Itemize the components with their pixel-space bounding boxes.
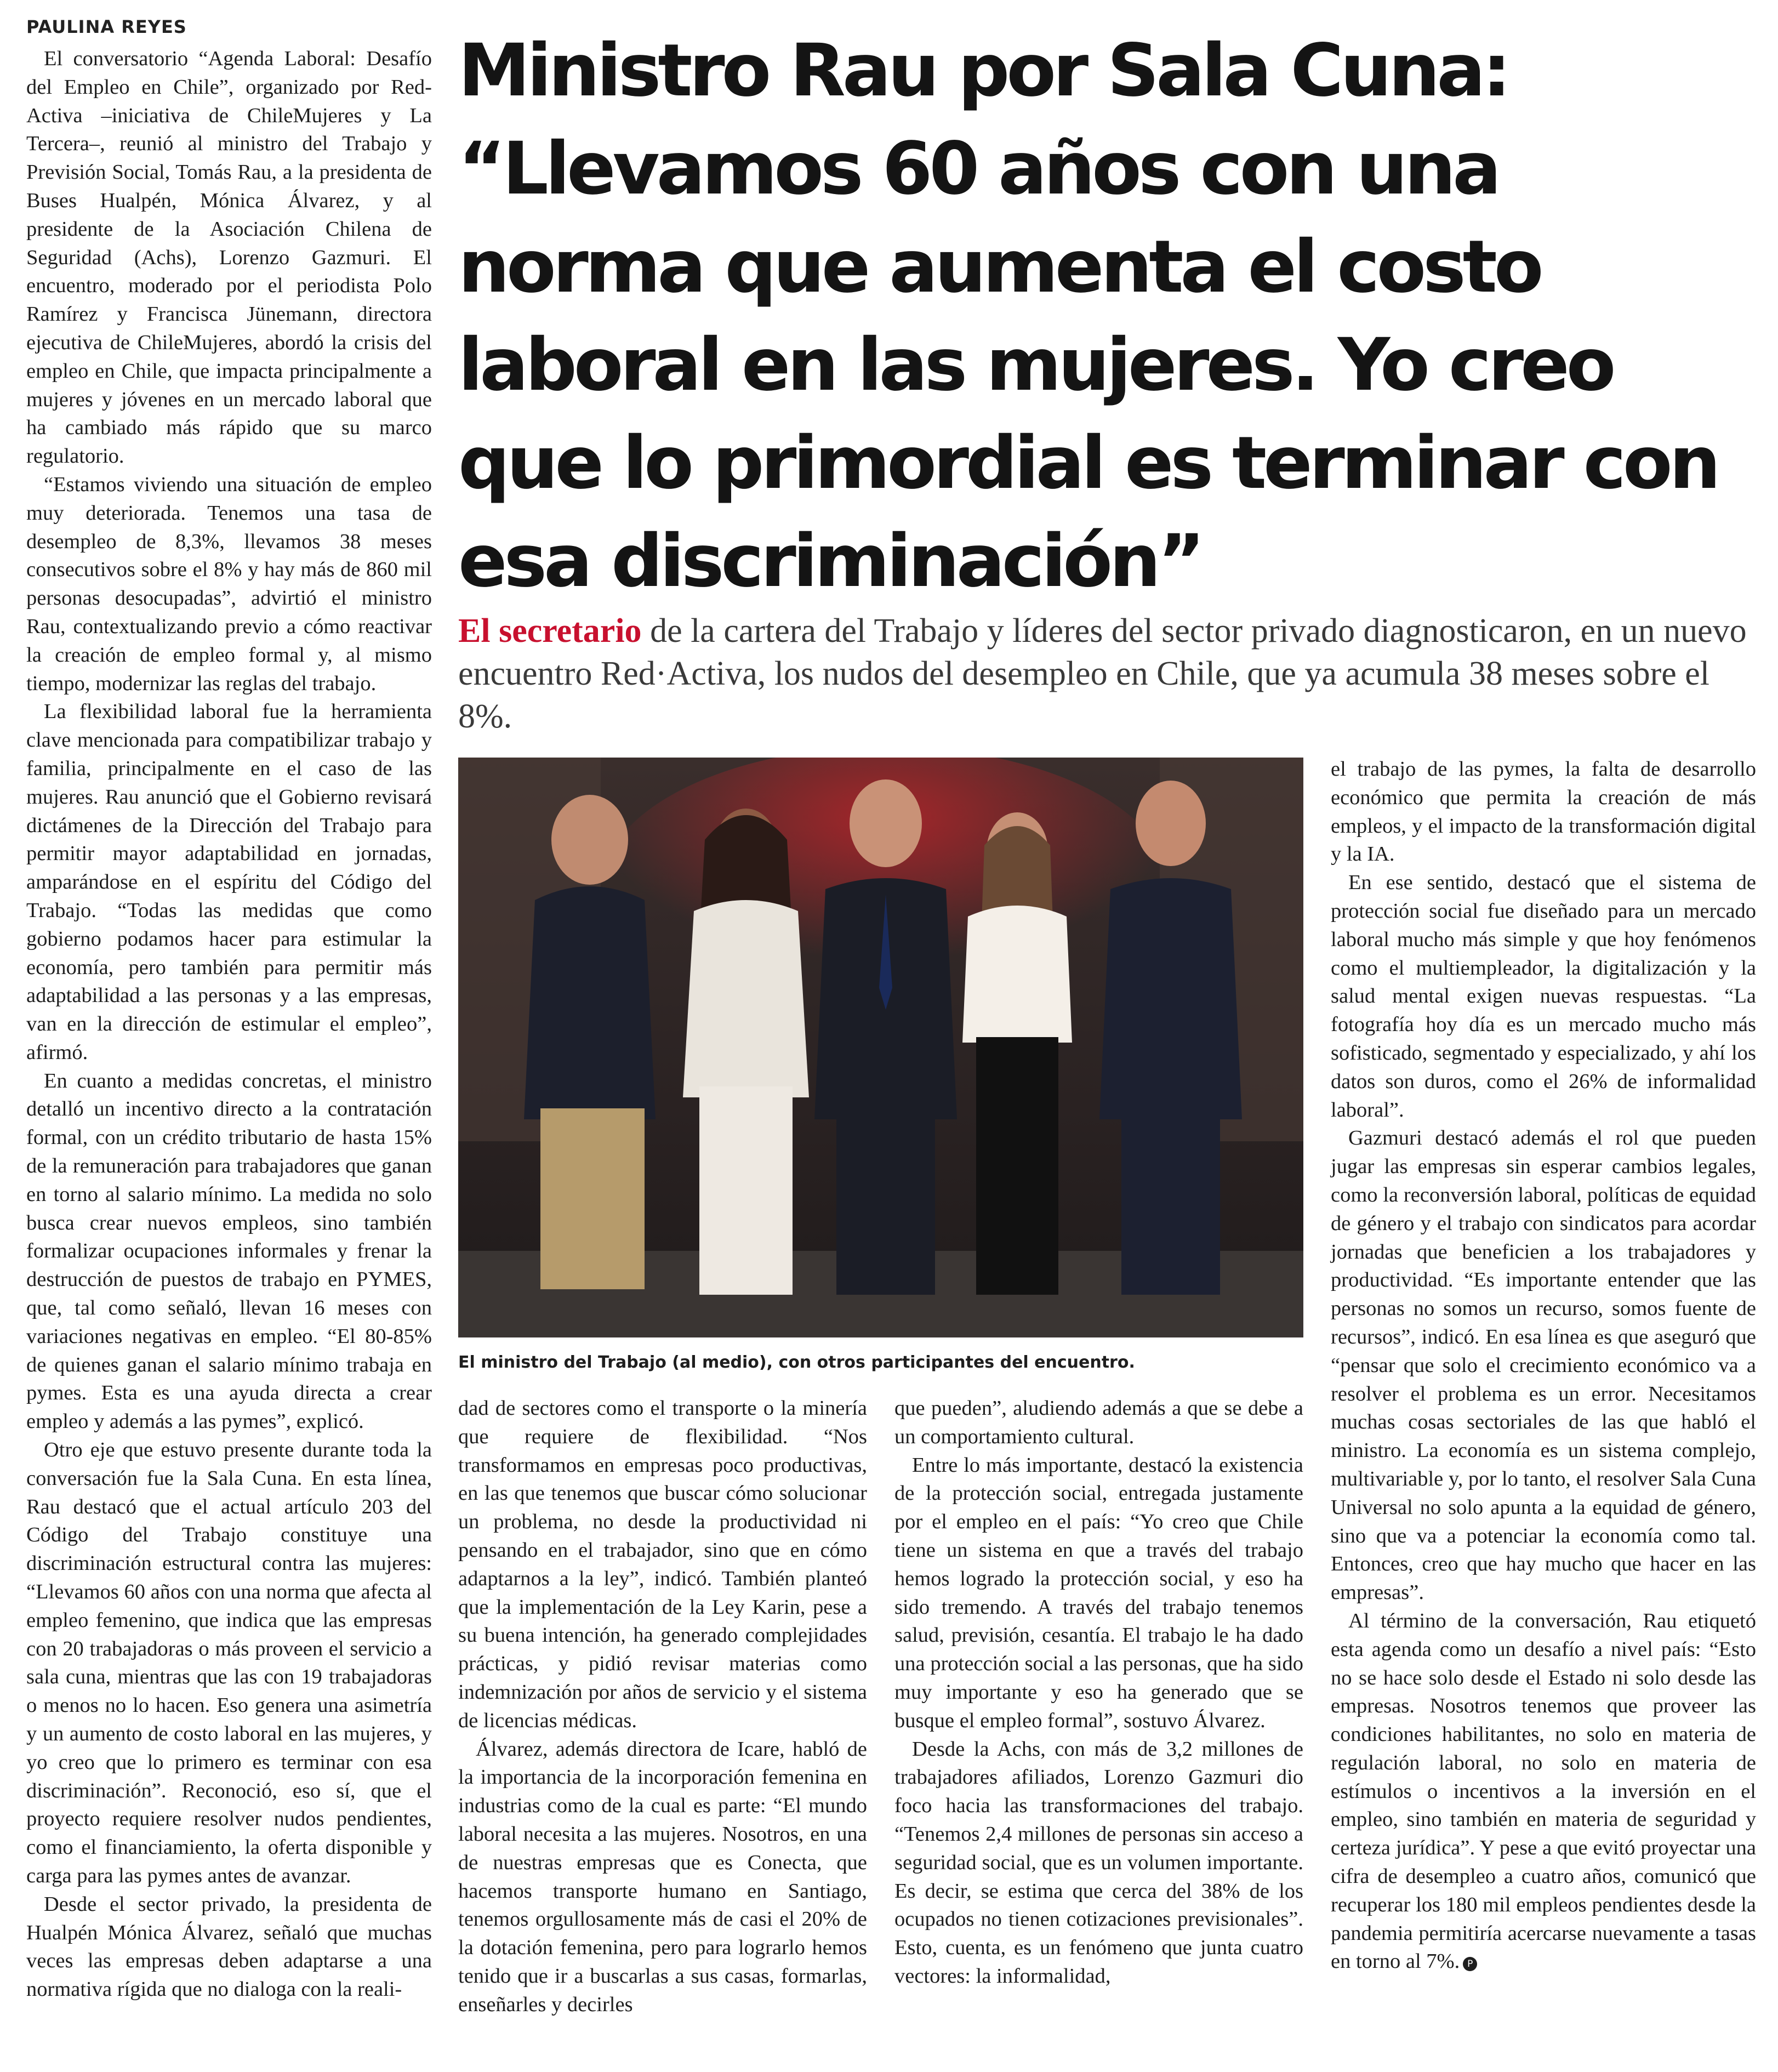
article-column-1	[26, 45, 432, 2004]
paragraph-text: Al término de la conversación, Rau etiquetó esta agenda como un desafío a nivel país: “Esto no se hace solo desde el Estado ni solo desde las empresas. Nosotros tenemos que proveer las condiciones habilitantes, no solo en materia de regulación laboral, no solo en materia de estímulos o incentivos a la inversión en el empleo, sino también en materia de seguridad y certeza jurídica”. Y pese a que evitó proyectar una cifra de desempleo a cuatro años, comunicó que recuperar los 180 mil empleos pendientes desde la pandemia permitiría acercarse nuevamente a tasas en torno al 7%.	[1331, 1609, 1756, 1973]
paragraph: el trabajo de las pymes, la falta de desarrollo económico que permita la creación de más empleos, y el impacto de la transformación digital y la IA.	[1331, 758, 1756, 866]
headline: Ministro Rau por Sala Cuna: “Llevamos 60 años con una norma que aumenta el costo laboral en las mujeres. Yo creo que lo primordial es terminar con esa discriminación”	[458, 29, 1718, 604]
deck-text: de la cartera del Trabajo y líderes del sector privado diagnosticaron, en un nuevo encuentro Red·Activa, los nudos del desempleo en Chile, que ya acumula 38 meses sobre el 8%.	[458, 612, 1747, 735]
article-column-4	[1331, 755, 1756, 1976]
group-photo	[458, 758, 1303, 1337]
paragraph: Entre lo más importante, destacó la existencia de la protección social, entregada justamente por el empleo en el país: “Yo creo que Chile tiene un sistema en que a través del trabajo hemos logrado la protección social, y eso ha sido tremendo. A través del trabajo tenemos salud, previsión, cesantía. El trabajo le ha dado una protección social a las personas, que ha sido muy importante y eso ha generado que se busque el empleo formal”, sostuvo Álvarez.	[894, 1453, 1303, 1732]
paragraph: Desde el sector privado, la presidenta de Hualpén Mónica Álvarez, señaló que muchas veces las empresas deben adaptarse a una normativa rígida que no dialoga con la reali-	[26, 1892, 432, 2001]
group-photo-icon	[458, 758, 1303, 1337]
byline: PAULINA REYES	[26, 16, 187, 37]
paragraph: En ese sentido, destacó que el sistema de protección social fue diseñado para un mercado laboral mucho más simple y que hoy fenómenos como el multiempleador, la digitalización y la salud mental exigen nuevas respuestas. “La fotografía hoy día es un mercado mucho más sofisticado, segmentado y especializado, y ahí los datos son duros, como el 26% de informalidad laboral”.	[1331, 871, 1756, 1122]
paragraph: Álvarez, además directora de Icare, habló de la importancia de la incorporación femenina en industrias como de la cual es parte: “El mundo laboral necesita a las mujeres. Nosotros, en una de nuestras empresas que es Conecta, que hacemos transporte humano en Santiago, tenemos orgullosamente más de casi el 20% de la dotación femenina, pero para lograrlo hemos tenido que ir a buscarlas a sus casas, formarlas, enseñarles y decirles	[458, 1737, 867, 2016]
paragraph: En cuanto a medidas concretas, el ministro detalló un incentivo directo a la contratación formal, con un crédito tributario de hasta 15% de la remuneración para trabajadores que ganan en torno al salario mínimo. La medida no solo busca crear nuevos empleos, sino también formalizar ocupaciones informales y frenar la destrucción de puestos de trabajo en PYMES, que, tal como señaló, llevan 16 meses con variaciones negativas en empleo. “El 80-85% de quienes ganan el salario mínimo trabaja en pymes. Esta es una ayuda directa a crear empleo y además a las pymes”, explicó.	[26, 1069, 432, 1433]
paragraph: “Estamos viviendo una situación de empleo muy deteriorada. Tenemos una tasa de desempleo de 8,3%, llevamos 38 meses consecutivos sobre el 8% y hay más de 860 mil personas desocupadas”, advirtió el ministro Rau, contextualizando previo a cómo reactivar la creación de empleo formal y, al mismo tiempo, modernizar las reglas del trabajo.	[26, 473, 432, 695]
paragraph	[1331, 1607, 1756, 1976]
paragraph: dad de sectores como el transporte o la minería que requiere de flexibilidad. “Nos transformamos en empresas poco productivas, en las que tenemos que buscar cómo solucionar un problema, no desde la productividad ni pensando en el trabajador, sino que en cómo adaptarnos a la ley”, indicó. También planteó que la implementación de la Ley Karin, pese a su buena intención, ha generado complejidades prácticas, y pidió revisar materias como indemnización por años de servicio y el sistema de licencias médicas.	[458, 1397, 867, 1732]
deck-lead: El secretario	[458, 612, 642, 650]
article-column-2	[458, 1394, 867, 2019]
article-column-3	[894, 1394, 1303, 1991]
photo-caption: El ministro del Trabajo (al medio), con otros participantes del encuentro.	[458, 1353, 1135, 1372]
paragraph: La flexibilidad laboral fue la herramienta clave mencionada para compatibilizar trabajo y familia, principalmente en el caso de las mujeres. Rau anunció que el Gobierno revisará dictámenes de la Dirección del Trabajo para permitir mayor adaptabilidad en jornadas, amparándose en el espíritu del Código del Trabajo. “Todas las medidas que como gobierno podamos hacer para estimular la economía, pero también para permitir más adaptabilidad a las personas y a las empresas, van en la dirección de estimular el empleo”, afirmó.	[26, 700, 432, 1064]
paragraph: que pueden”, aludiendo además a que se debe a un comportamiento cultural.	[894, 1397, 1303, 1448]
paragraph: Desde la Achs, con más de 3,2 millones de trabajadores afiliados, Lorenzo Gazmuri dio foco hacia las transformaciones del trabajo. “Tenemos 2,4 millones de personas sin acceso a seguridad social, que es un volumen importante. Es decir, se estima que cerca del 38% de los ocupados no tienen cotizaciones previsionales”. Esto, cuenta, es un fenómeno que junta cuatro vectores: la informalidad,	[894, 1737, 1303, 1988]
paragraph: Otro eje que estuvo presente durante toda la conversación fue la Sala Cuna. En esta línea, Rau destacó que el actual artículo 203 del Código del Trabajo constituye una discriminación estructural contra las mujeres: “Llevamos 60 años con una norma que afecta al empleo femenino, que indica que las empresas con 20 trabajadoras o más proveen el servicio a sala cuna, mientras que las con 19 trabajadoras o menos no lo hacen. Eso genera una asimetría y un aumento de costo laboral en las mujeres, y yo creo que lo primero es terminar con esa discriminación”. Reconoció, eso sí, que el proyecto requiere resolver nudos pendientes, como el financiamiento, la oferta disponible y carga para las pymes antes de avanzar.	[26, 1438, 432, 1887]
paragraph: El conversatorio “Agenda Laboral: Desafío del Empleo en Chile”, organizado por Red-Activa –iniciativa de ChileMujeres y La Tercera–, reunió al ministro del Trabajo y Previsión Social, Tomás Rau, a la presidenta de Buses Hualpén, Mónica Álvarez, y al presidente de la Asociación Chilena de Seguridad (Achs), Lorenzo Gazmuri. El encuentro, moderado por el periodista Polo Ramírez y Francisca Jünemann, directora ejecutiva de ChileMujeres, abordó la crisis del empleo en Chile, que impacta principalmente a mujeres y jóvenes en un mercado laboral que ha cambiado más rápido que su marco regulatorio.	[26, 47, 432, 468]
end-mark-icon: P	[1463, 1957, 1477, 1971]
deck	[458, 610, 1757, 738]
paragraph: Gazmuri destacó además el rol que pueden jugar las empresas sin esperar cambios legales, como la reconversión laboral, políticas de equidad de género y el trabajo con sindicatos para acordar jornadas que beneficien a los trabajadores y productividad. “Es importante entender que las personas no somos un recurso, somos fuente de recursos”, indicó. En esa línea es que aseguró que “pensar que solo el crecimiento económico va a resolver el problema es un error. Necesitamos muchas cosas sectoriales de las que habló el ministro. La economía es un sistema complejo, multivariable y, por lo tanto, el resolver Sala Cuna Universal no solo apunta a la equidad de género, sino que va a potenciar la economía como tal. Entonces, creo que hay mucho que hacer en las empresas”.	[1331, 1126, 1756, 1604]
